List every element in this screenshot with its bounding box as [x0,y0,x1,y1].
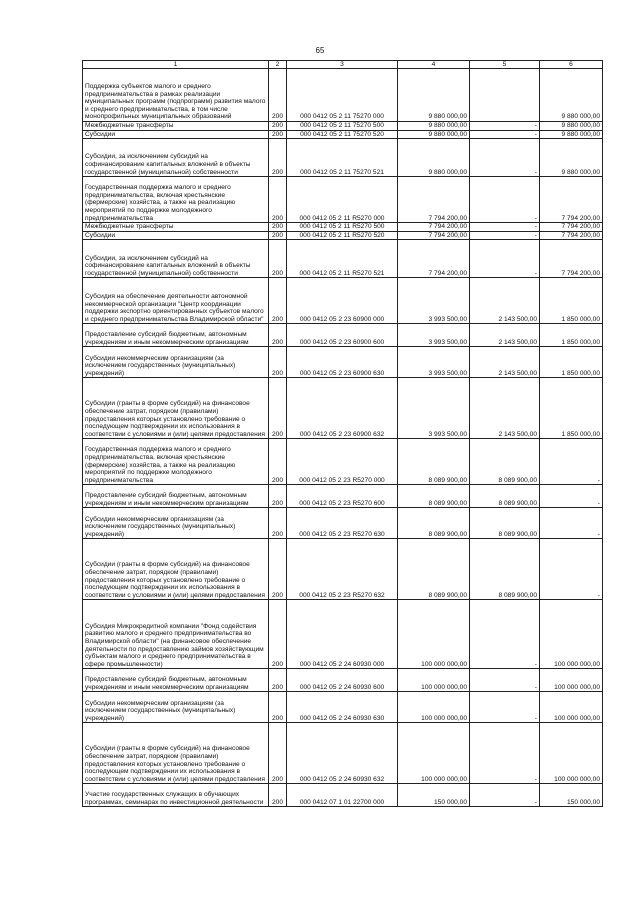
row-amount-total-cell: 8 089 900,00 [398,439,470,485]
row-amount-regional-cell: 100 000 000,00 [540,723,603,784]
row-name-cell: Государственная поддержка малого и среднего предпринимательства, включая крестьянские (фермерские) хозяйства, а также на реализацию мероприятий по поддержке молодежного предпринимательства [83,439,269,485]
row-amount-total-cell: 9 880 000,00 [398,122,470,131]
table-row [83,278,603,324]
row-amount-regional-cell: 100 000 000,00 [540,600,603,669]
table-row [83,223,603,232]
row-classification-cell: 000 0412 05 2 11 75270 521 [287,139,398,177]
row-amount-total-cell: 7 794 200,00 [398,240,470,278]
row-amount-total-cell: 150 000,00 [398,784,470,807]
row-amount-regional-cell: 100 000 000,00 [540,692,603,723]
row-classification-cell: 000 0412 05 2 23 60900 630 [287,347,398,378]
table-row [83,139,603,177]
row-amount-regional-cell: 7 794 200,00 [540,223,603,232]
row-classification-cell: 000 0412 05 2 24 60930 630 [287,692,398,723]
row-name-cell: Поддержка субъектов малого и среднего предпринимательства в рамках реализации муниципальных программ (подпрограмм) развития малого и среднего предпринимательства, в том числе монопрофильных муниципальных образований [83,69,269,122]
row-classification-cell: 000 0412 05 2 23 R5270 600 [287,485,398,508]
table-row [83,177,603,223]
row-name-cell: Предоставление субсидий бюджетным, автономным учреждениям и иным некоммерческим организациям [83,485,269,508]
row-classification-cell: 000 0412 05 2 23 R5270 630 [287,508,398,539]
row-name-cell: Предоставление субсидий бюджетным, автономным учреждениям и иным некоммерческим организациям [83,324,269,347]
row-name-cell: Участие государственных служащих в обучающих программах, семинарах по инвестиционной деятельности [83,784,269,807]
row-amount-federal-cell: - [470,669,540,692]
row-amount-federal-cell: - [470,177,540,223]
table-row [83,324,603,347]
row-classification-cell: 000 0412 05 2 11 75270 500 [287,122,398,131]
row-amount-federal-cell: - [470,240,540,278]
row-amount-regional-cell: - [540,485,603,508]
table-row [83,669,603,692]
row-amount-federal-cell: 2 143 500,00 [470,278,540,324]
row-amount-regional-cell: 9 880 000,00 [540,130,603,139]
row-amount-federal-cell: - [470,139,540,177]
row-amount-total-cell: 8 089 900,00 [398,485,470,508]
row-amount-total-cell: 8 089 900,00 [398,508,470,539]
row-amount-total-cell: 9 880 000,00 [398,130,470,139]
row-name-cell: Субсидии [83,130,269,139]
row-amount-federal-cell: - [470,223,540,232]
row-code-cell: 200 [269,223,287,232]
column-header: 3 [287,61,398,69]
table-row [83,240,603,278]
row-amount-federal-cell: 8 089 900,00 [470,439,540,485]
row-name-cell: Субсидии, за исключением субсидий на софинансирование капитальных вложений в объекты государственной (муниципальной) собственности [83,139,269,177]
row-amount-total-cell: 100 000 000,00 [398,600,470,669]
row-code-cell: 200 [269,439,287,485]
row-amount-federal-cell: - [470,122,540,131]
row-code-cell: 200 [269,231,287,240]
row-amount-total-cell: 3 993 500,00 [398,324,470,347]
row-amount-regional-cell: 7 794 200,00 [540,177,603,223]
row-classification-cell: 000 0412 05 2 23 60900 000 [287,278,398,324]
column-header: 6 [540,61,603,69]
table-body [83,69,603,807]
row-amount-total-cell: 7 794 200,00 [398,231,470,240]
row-amount-total-cell: 7 794 200,00 [398,223,470,232]
row-amount-federal-cell: 8 089 900,00 [470,539,540,600]
row-name-cell: Государственная поддержка малого и среднего предпринимательства, включая крестьянские (фермерские) хозяйства, а также на реализацию мероприятий по поддержке молодежного предпринимательства [83,177,269,223]
row-code-cell: 200 [269,600,287,669]
row-code-cell: 200 [269,378,287,439]
row-classification-cell: 000 0412 05 2 11 75270 000 [287,69,398,122]
row-classification-cell: 000 0412 05 2 11 R5270 521 [287,240,398,278]
row-amount-federal-cell: - [470,784,540,807]
row-classification-cell: 000 0412 05 2 24 60930 632 [287,723,398,784]
table-row [83,723,603,784]
row-name-cell: Субсидия Микрокредитной компании "Фонд содействия развитию малого и среднего предпринимательства во Владимирской области" (на финансовое обеспечение деятельности по предоставлению займов хозяйствующим субъектам малого и среднего предпринимательства в сфере промышленности) [83,600,269,669]
row-amount-federal-cell: 2 143 500,00 [470,378,540,439]
row-code-cell: 200 [269,692,287,723]
row-code-cell: 200 [269,669,287,692]
row-amount-federal-cell: 2 143 500,00 [470,324,540,347]
row-name-cell: Субсидии (гранты в форме субсидий) на финансовое обеспечение затрат, порядком (правилами) предоставления которых установлено требование о последующем подтверждении их использования в соответствии с условиями и (или) целями предоставления [83,723,269,784]
table-row [83,122,603,131]
row-amount-federal-cell: - [470,130,540,139]
row-code-cell: 200 [269,130,287,139]
row-amount-regional-cell: - [540,539,603,600]
row-amount-regional-cell: 150 000,00 [540,784,603,807]
row-classification-cell: 000 0412 05 2 23 60900 600 [287,324,398,347]
row-amount-total-cell: 9 880 000,00 [398,69,470,122]
table-row [83,784,603,807]
table-row [83,692,603,723]
column-number-row [83,61,603,69]
row-name-cell: Субсидия на обеспечение деятельности автономной некоммерческой организации "Центр координации поддержки экспортно ориентированных субъектов малого и среднего предпринимательства Владимирской области" [83,278,269,324]
row-code-cell: 200 [269,139,287,177]
row-code-cell: 200 [269,278,287,324]
row-amount-federal-cell: - [470,231,540,240]
table-row [83,130,603,139]
row-code-cell: 200 [269,69,287,122]
row-name-cell: Предоставление субсидий бюджетным, автономным учреждениям и иным некоммерческим организациям [83,669,269,692]
row-amount-regional-cell: 9 880 000,00 [540,122,603,131]
row-name-cell: Межбюджетные трансферты [83,223,269,232]
budget-table [82,60,603,807]
table-row [83,69,603,122]
row-amount-regional-cell: 1 850 000,00 [540,278,603,324]
row-amount-regional-cell: - [540,439,603,485]
row-code-cell: 200 [269,723,287,784]
row-amount-federal-cell: - [470,692,540,723]
row-amount-federal-cell: 2 143 500,00 [470,347,540,378]
row-classification-cell: 000 0412 05 2 11 R5270 000 [287,177,398,223]
row-code-cell: 200 [269,539,287,600]
row-name-cell: Субсидии (гранты в форме субсидий) на финансовое обеспечение затрат, порядком (правилами) предоставления которых установлено требование о последующем подтверждении их использования в соответствии с условиями и (или) целями предоставления [83,378,269,439]
row-code-cell: 200 [269,784,287,807]
table-row [83,508,603,539]
row-amount-total-cell: 9 880 000,00 [398,139,470,177]
row-code-cell: 200 [269,485,287,508]
table-row [83,485,603,508]
row-classification-cell: 000 0412 05 2 24 60930 600 [287,669,398,692]
row-amount-federal-cell: 8 089 900,00 [470,485,540,508]
row-classification-cell: 000 0412 05 2 23 60900 632 [287,378,398,439]
row-amount-total-cell: 3 993 500,00 [398,378,470,439]
row-amount-regional-cell: 7 794 200,00 [540,231,603,240]
row-amount-total-cell: 100 000 000,00 [398,669,470,692]
row-code-cell: 200 [269,177,287,223]
table-row [83,347,603,378]
row-amount-total-cell: 3 993 500,00 [398,347,470,378]
row-code-cell: 200 [269,240,287,278]
row-code-cell: 200 [269,508,287,539]
row-classification-cell: 000 0412 05 2 24 60930 000 [287,600,398,669]
table-row [83,600,603,669]
column-header: 4 [398,61,470,69]
row-code-cell: 200 [269,324,287,347]
row-amount-regional-cell: 100 000 000,00 [540,669,603,692]
row-code-cell: 200 [269,347,287,378]
row-name-cell: Субсидии некоммерческим организациям (за исключением государственных (муниципальных) учреждений) [83,692,269,723]
row-code-cell: 200 [269,122,287,131]
column-header: 1 [83,61,269,69]
row-amount-total-cell: 100 000 000,00 [398,723,470,784]
table-row [83,539,603,600]
row-classification-cell: 000 0412 07 1 01 22700 000 [287,784,398,807]
row-amount-federal-cell: - [470,600,540,669]
row-classification-cell: 000 0412 05 2 11 75270 520 [287,130,398,139]
table-row [83,439,603,485]
column-header: 2 [269,61,287,69]
row-amount-federal-cell: - [470,723,540,784]
row-amount-regional-cell: 1 850 000,00 [540,347,603,378]
table-row [83,378,603,439]
row-name-cell: Межбюджетные трансферты [83,122,269,131]
row-amount-regional-cell: 9 880 000,00 [540,69,603,122]
row-amount-regional-cell: 1 850 000,00 [540,378,603,439]
row-amount-total-cell: 3 993 500,00 [398,278,470,324]
row-name-cell: Субсидии [83,231,269,240]
row-classification-cell: 000 0412 05 2 23 R5270 632 [287,539,398,600]
page-number: 65 [315,46,325,55]
row-amount-total-cell: 8 089 900,00 [398,539,470,600]
column-header: 5 [470,61,540,69]
row-amount-regional-cell: 9 880 000,00 [540,139,603,177]
row-amount-federal-cell [470,69,540,122]
row-amount-federal-cell: 8 089 900,00 [470,508,540,539]
row-name-cell: Субсидии (гранты в форме субсидий) на финансовое обеспечение затрат, порядком (правилами) предоставления которых установлено требование о последующем подтверждении их использования в соответствии с условиями и (или) целями предоставления [83,539,269,600]
row-amount-regional-cell: 1 850 000,00 [540,324,603,347]
row-classification-cell: 000 0412 05 2 11 R5270 520 [287,231,398,240]
row-amount-regional-cell: - [540,508,603,539]
row-amount-total-cell: 7 794 200,00 [398,177,470,223]
row-name-cell: Субсидии, за исключением субсидий на софинансирование капитальных вложений в объекты государственной (муниципальной) собственности [83,240,269,278]
table-row [83,231,603,240]
row-amount-total-cell: 100 000 000,00 [398,692,470,723]
row-name-cell: Субсидии некоммерческим организациям (за исключением государственных (муниципальных) учреждений) [83,508,269,539]
row-classification-cell: 000 0412 05 2 23 R5270 000 [287,439,398,485]
row-amount-regional-cell: 7 794 200,00 [540,240,603,278]
row-classification-cell: 000 0412 05 2 11 R5270 500 [287,223,398,232]
row-name-cell: Субсидии некоммерческим организациям (за исключением государственных (муниципальных) учреждений) [83,347,269,378]
